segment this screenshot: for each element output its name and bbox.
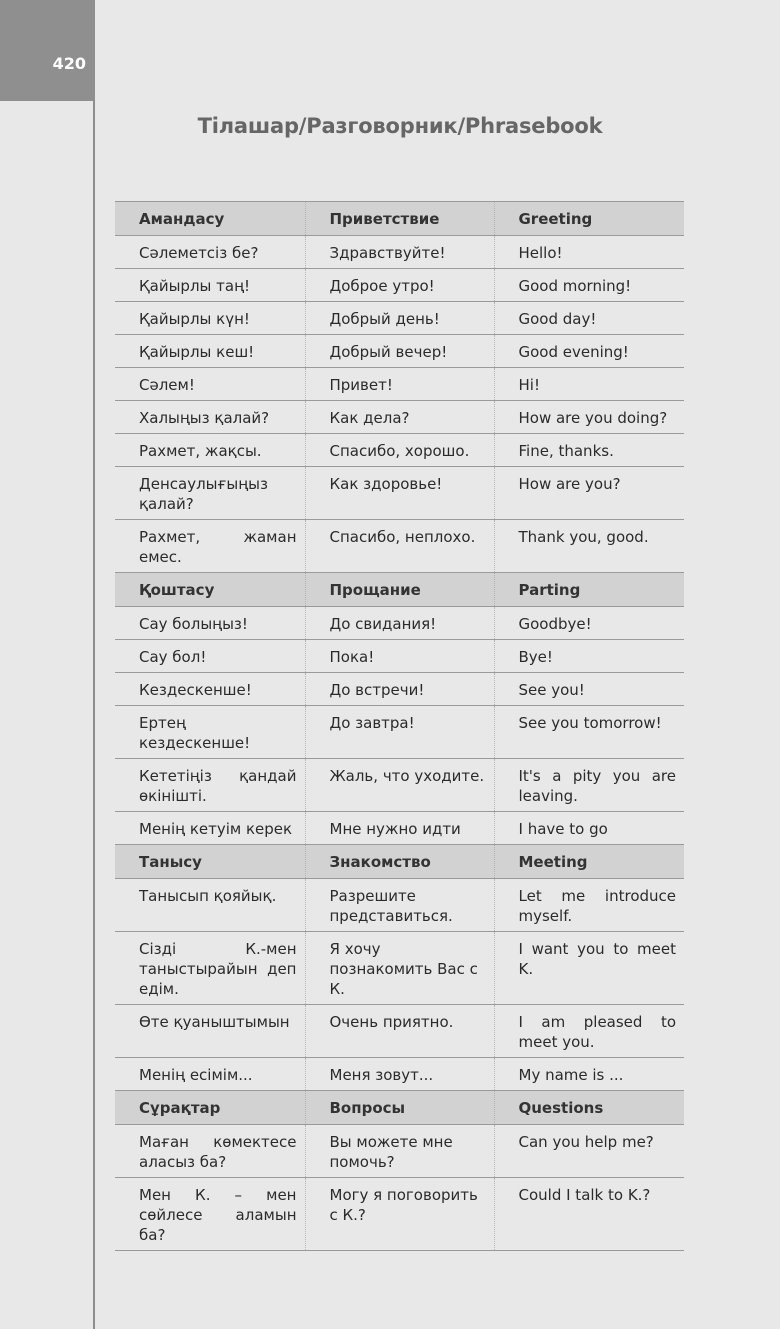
- phrase-russian: Меня зовут...: [305, 1058, 494, 1091]
- phrase-russian: Как здоровье!: [305, 467, 494, 520]
- phrase-row: [115, 401, 684, 434]
- phrase-russian: До встречи!: [305, 673, 494, 706]
- phrase-row: [115, 269, 684, 302]
- phrase-russian: Я хочу познакомить Вас с К.: [305, 932, 494, 1005]
- phrase-kazakh: Ертең кездескенше!: [115, 706, 305, 759]
- phrase-row: [115, 236, 684, 269]
- phrase-english: How are you?: [494, 467, 684, 520]
- phrase-english: How are you doing?: [494, 401, 684, 434]
- phrase-russian: Вы можете мне помочь?: [305, 1125, 494, 1178]
- phrase-row: [115, 520, 684, 573]
- phrase-english: Could I talk to K.?: [494, 1178, 684, 1251]
- section-heading-kazakh: Амандасу: [115, 202, 305, 236]
- phrase-kazakh: Рахмет, жаман емес.: [115, 520, 305, 573]
- phrase-russian: Спасибо, хорошо.: [305, 434, 494, 467]
- phrase-english: Can you help me?: [494, 1125, 684, 1178]
- page-title: Тілашар/Разговорник/Phrasebook: [197, 114, 603, 138]
- page-number-tab: [0, 0, 95, 101]
- section-heading-russian: Вопросы: [305, 1091, 494, 1125]
- phrase-kazakh: Өте қуаныштымын: [115, 1005, 305, 1058]
- phrase-kazakh: Менің есімім...: [115, 1058, 305, 1091]
- section-heading-english: Greeting: [494, 202, 684, 236]
- phrase-russian: До свидания!: [305, 607, 494, 640]
- phrase-english: Good evening!: [494, 335, 684, 368]
- phrase-russian: Могу я поговорить с К.?: [305, 1178, 494, 1251]
- phrase-row: [115, 1005, 684, 1058]
- phrase-kazakh: Кететіңіз қандай өкінішті.: [115, 759, 305, 812]
- phrase-english: Let me introduce myself.: [494, 879, 684, 932]
- phrase-russian: Как дела?: [305, 401, 494, 434]
- section-heading-russian: Прощание: [305, 573, 494, 607]
- phrase-english: Bye!: [494, 640, 684, 673]
- section-heading-kazakh: Танысу: [115, 845, 305, 879]
- side-strip: [0, 0, 95, 1329]
- phrase-kazakh: Сау болыңыз!: [115, 607, 305, 640]
- phrase-english: Good morning!: [494, 269, 684, 302]
- section-heading-row: [115, 202, 684, 236]
- section-heading-kazakh: Қоштасу: [115, 573, 305, 607]
- phrase-kazakh: Қайырлы таң!: [115, 269, 305, 302]
- section-heading-russian: Знакомство: [305, 845, 494, 879]
- phrasebook-table: [115, 201, 684, 1251]
- phrase-row: [115, 932, 684, 1005]
- phrase-kazakh: Сәлем!: [115, 368, 305, 401]
- phrase-row: [115, 1178, 684, 1251]
- phrase-english: Fine, thanks.: [494, 434, 684, 467]
- phrase-english: Goodbye!: [494, 607, 684, 640]
- phrase-row: [115, 335, 684, 368]
- phrase-kazakh: Мен К. – мен сөйлесе аламын ба?: [115, 1178, 305, 1251]
- phrase-kazakh: Маған көмектесе аласыз ба?: [115, 1125, 305, 1178]
- phrase-english: Hi!: [494, 368, 684, 401]
- phrase-english: Thank you, good.: [494, 520, 684, 573]
- phrase-row: [115, 434, 684, 467]
- phrase-english: Good day!: [494, 302, 684, 335]
- section-heading-english: Questions: [494, 1091, 684, 1125]
- phrase-kazakh: Қайырлы күн!: [115, 302, 305, 335]
- phrase-row: [115, 812, 684, 845]
- section-heading-russian: Приветствие: [305, 202, 494, 236]
- phrase-english: See you!: [494, 673, 684, 706]
- phrase-row: [115, 1125, 684, 1178]
- phrase-russian: Жаль, что уходите.: [305, 759, 494, 812]
- phrase-row: [115, 1058, 684, 1091]
- phrase-russian: Спасибо, неплохо.: [305, 520, 494, 573]
- phrase-kazakh: Халыңыз қалай?: [115, 401, 305, 434]
- phrase-english: I have to go: [494, 812, 684, 845]
- section-heading-row: [115, 1091, 684, 1125]
- phrase-kazakh: Қайырлы кеш!: [115, 335, 305, 368]
- phrase-kazakh: Сау бол!: [115, 640, 305, 673]
- section-heading-kazakh: Сұрақтар: [115, 1091, 305, 1125]
- phrase-english: It's a pity you are leaving.: [494, 759, 684, 812]
- phrase-russian: Здравствуйте!: [305, 236, 494, 269]
- phrase-russian: Добрый вечер!: [305, 335, 494, 368]
- section-heading-row: [115, 845, 684, 879]
- section-heading-english: Meeting: [494, 845, 684, 879]
- phrase-english: I am pleased to meet you.: [494, 1005, 684, 1058]
- phrase-english: See you tomorrow!: [494, 706, 684, 759]
- phrase-russian: Привет!: [305, 368, 494, 401]
- phrase-row: [115, 368, 684, 401]
- phrase-row: [115, 673, 684, 706]
- phrase-russian: Очень приятно.: [305, 1005, 494, 1058]
- phrase-kazakh: Сізді К.-мен таныстырайын деп едім.: [115, 932, 305, 1005]
- phrase-row: [115, 879, 684, 932]
- phrase-row: [115, 302, 684, 335]
- phrase-kazakh: Менің кетуім керек: [115, 812, 305, 845]
- phrase-russian: Разрешите представиться.: [305, 879, 494, 932]
- phrase-row: [115, 706, 684, 759]
- phrase-kazakh: Сәлеметсіз бе?: [115, 236, 305, 269]
- phrase-row: [115, 759, 684, 812]
- phrase-kazakh: Танысып қояйық.: [115, 879, 305, 932]
- section-heading-row: [115, 573, 684, 607]
- phrase-row: [115, 467, 684, 520]
- phrase-russian: Мне нужно идти: [305, 812, 494, 845]
- phrase-kazakh: Рахмет, жақсы.: [115, 434, 305, 467]
- section-heading-english: Parting: [494, 573, 684, 607]
- phrase-russian: Доброе утро!: [305, 269, 494, 302]
- phrase-english: I want you to meet K.: [494, 932, 684, 1005]
- phrase-russian: До завтра!: [305, 706, 494, 759]
- page-number: 420: [52, 54, 86, 73]
- phrase-english: My name is ...: [494, 1058, 684, 1091]
- phrase-kazakh: Денсаулығыңыз қалай?: [115, 467, 305, 520]
- phrase-russian: Пока!: [305, 640, 494, 673]
- phrase-kazakh: Кездескенше!: [115, 673, 305, 706]
- phrase-russian: Добрый день!: [305, 302, 494, 335]
- phrase-row: [115, 607, 684, 640]
- phrase-english: Hello!: [494, 236, 684, 269]
- phrase-row: [115, 640, 684, 673]
